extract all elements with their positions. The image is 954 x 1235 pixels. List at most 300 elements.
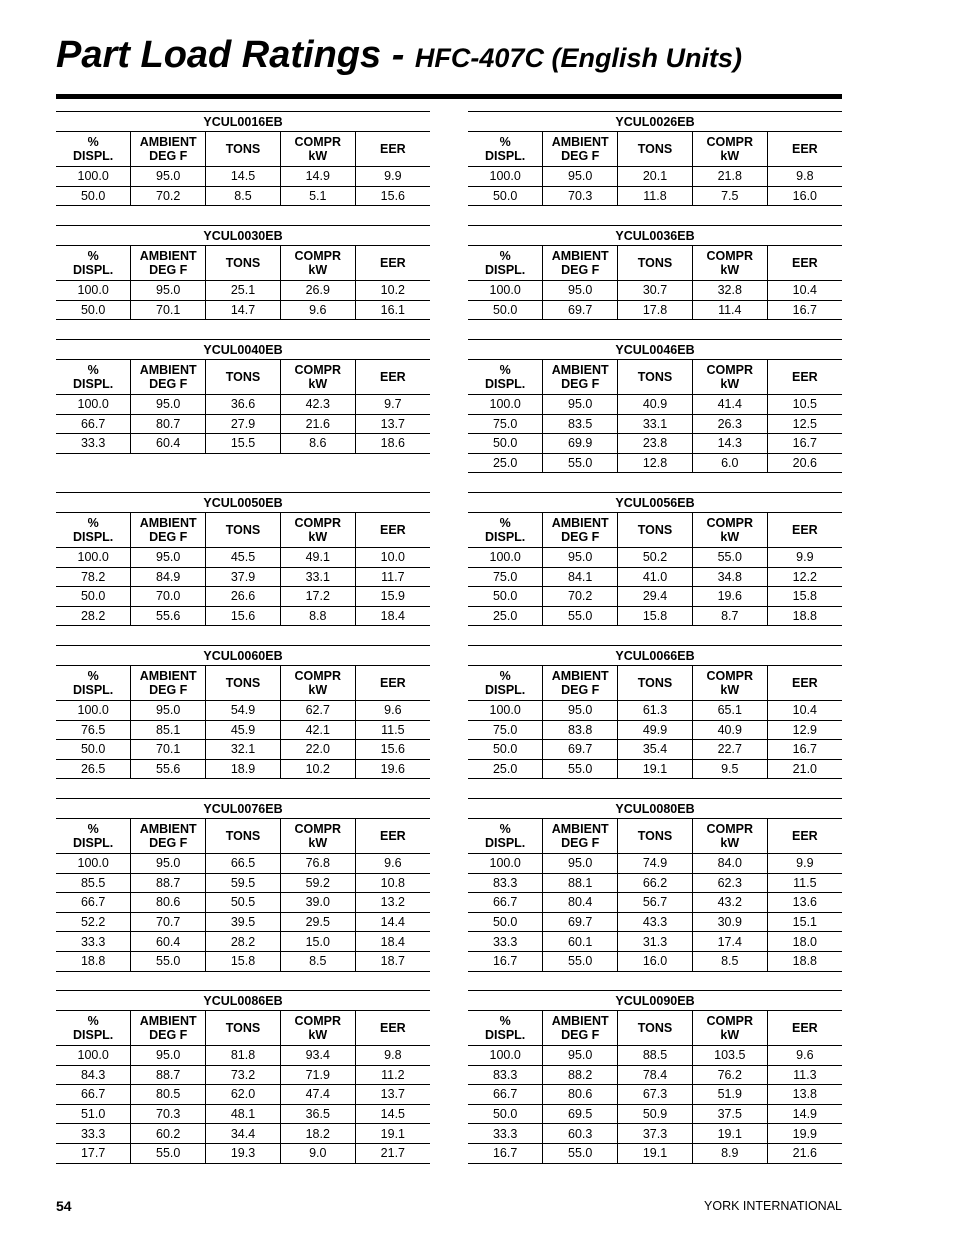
- col-ambient-header-line: AMBIENT: [551, 363, 609, 377]
- col-compr-header-line: COMPR: [706, 363, 754, 377]
- col-displ-header: [56, 360, 131, 395]
- tons-cell: 33.1: [618, 414, 693, 434]
- col-tons-header: [206, 819, 281, 854]
- col-compr-header-line: kW: [308, 683, 328, 697]
- ambient-cell: 95.0: [131, 167, 206, 187]
- col-tons-header: [618, 819, 693, 854]
- displ-cell: 28.2: [56, 606, 131, 626]
- col-ambient-header-line: AMBIENT: [551, 135, 609, 149]
- ambient-cell: 95.0: [543, 548, 618, 568]
- eer-cell: 14.5: [355, 1104, 430, 1124]
- table-row: [468, 759, 842, 779]
- eer-cell: 19.6: [355, 759, 430, 779]
- model-name: YCUL0036EB: [468, 226, 842, 246]
- col-displ-header-line: DISPL.: [485, 530, 526, 544]
- col-ambient-header-line: DEG F: [561, 1028, 600, 1042]
- eer-cell: 12.5: [767, 414, 842, 434]
- tons-cell: 28.2: [206, 932, 281, 952]
- col-displ-header-line: %: [87, 363, 99, 377]
- compr-kw-cell: 21.8: [692, 167, 767, 187]
- compr-kw-cell: 39.0: [280, 893, 355, 913]
- col-compr-header: [280, 360, 355, 395]
- col-displ-header: [56, 819, 131, 854]
- col-ambient-header: [131, 1011, 206, 1046]
- col-compr-header-line: kW: [720, 1028, 740, 1042]
- model-name: YCUL0060EB: [56, 646, 430, 666]
- displ-cell: 100.0: [468, 395, 543, 415]
- ambient-cell: 55.6: [131, 606, 206, 626]
- model-name: YCUL0086EB: [56, 991, 430, 1011]
- ambient-cell: 60.4: [131, 932, 206, 952]
- col-displ-header-line: %: [87, 516, 99, 530]
- eer-cell: 21.6: [767, 1143, 842, 1163]
- displ-cell: 83.3: [468, 1065, 543, 1085]
- tons-cell: 40.9: [618, 395, 693, 415]
- col-eer-header: [767, 132, 842, 167]
- rating-table-ycul0066eb: [468, 645, 842, 779]
- eer-cell: 15.9: [355, 587, 430, 607]
- col-compr-header-line: kW: [720, 683, 740, 697]
- tons-cell: 50.9: [618, 1104, 693, 1124]
- table-row: [468, 606, 842, 626]
- displ-cell: 50.0: [56, 300, 131, 320]
- rating-table-ycul0080eb: [468, 798, 842, 972]
- tons-cell: 36.6: [206, 395, 281, 415]
- col-compr-header: [692, 132, 767, 167]
- col-ambient-header-line: AMBIENT: [139, 249, 197, 263]
- ambient-cell: 88.1: [543, 873, 618, 893]
- eer-cell: 18.6: [355, 434, 430, 454]
- ambient-cell: 83.8: [543, 720, 618, 740]
- displ-cell: 100.0: [56, 395, 131, 415]
- col-ambient-header-line: DEG F: [149, 683, 188, 697]
- tons-cell: 54.9: [206, 701, 281, 721]
- ambient-cell: 95.0: [543, 701, 618, 721]
- title-rule: [56, 94, 842, 99]
- eer-cell: 16.7: [767, 740, 842, 760]
- ambient-cell: 70.3: [131, 1104, 206, 1124]
- col-compr-header: [692, 246, 767, 281]
- tons-cell: 15.8: [206, 951, 281, 971]
- eer-cell: 16.7: [767, 300, 842, 320]
- compr-kw-cell: 33.1: [280, 567, 355, 587]
- col-ambient-header-line: AMBIENT: [551, 1014, 609, 1028]
- col-tons-header-line: TONS: [225, 370, 261, 384]
- compr-kw-cell: 14.9: [280, 167, 355, 187]
- col-ambient-header: [543, 513, 618, 548]
- col-displ-header: [468, 132, 543, 167]
- displ-cell: 83.3: [468, 873, 543, 893]
- tons-cell: 39.5: [206, 912, 281, 932]
- displ-cell: 50.0: [468, 186, 543, 206]
- col-displ-header-line: DISPL.: [485, 1028, 526, 1042]
- col-eer-header: [767, 666, 842, 701]
- col-ambient-header-line: DEG F: [561, 149, 600, 163]
- table-row: [56, 395, 430, 415]
- rating-table-ycul0040eb: [56, 339, 430, 454]
- col-compr-header-line: COMPR: [706, 1014, 754, 1028]
- col-ambient-header-line: DEG F: [149, 377, 188, 391]
- rating-table-ycul0060eb: [56, 645, 430, 779]
- compr-kw-cell: 49.1: [280, 548, 355, 568]
- col-compr-header-line: kW: [308, 836, 328, 850]
- table-row: [56, 912, 430, 932]
- table-row: [56, 701, 430, 721]
- col-ambient-header-line: DEG F: [561, 836, 600, 850]
- eer-cell: 9.6: [767, 1046, 842, 1066]
- rating-table-ycul0086eb: [56, 990, 430, 1164]
- table-row: [56, 720, 430, 740]
- page-title-main: Part Load Ratings -: [56, 34, 415, 76]
- rating-table-ycul0036eb: [468, 225, 842, 320]
- table-row: [56, 932, 430, 952]
- col-eer-header: [767, 360, 842, 395]
- table-row: [56, 1046, 430, 1066]
- table-row: [56, 893, 430, 913]
- col-eer-header-line: EER: [791, 829, 818, 843]
- tons-cell: 37.3: [618, 1124, 693, 1144]
- col-eer-header: [355, 513, 430, 548]
- col-tons-header: [206, 513, 281, 548]
- tons-cell: 19.3: [206, 1143, 281, 1163]
- table-row: [468, 1085, 842, 1105]
- col-compr-header: [280, 1011, 355, 1046]
- eer-cell: 11.5: [767, 873, 842, 893]
- ambient-cell: 88.7: [131, 873, 206, 893]
- tons-cell: 66.5: [206, 854, 281, 874]
- displ-cell: 78.2: [56, 567, 131, 587]
- eer-cell: 18.4: [355, 606, 430, 626]
- col-tons-header: [618, 132, 693, 167]
- col-tons-header-line: TONS: [225, 142, 261, 156]
- col-ambient-header-line: AMBIENT: [139, 669, 197, 683]
- model-name: YCUL0016EB: [56, 112, 430, 132]
- table-row: [468, 587, 842, 607]
- col-ambient-header: [131, 360, 206, 395]
- tons-cell: 15.5: [206, 434, 281, 454]
- compr-kw-cell: 8.6: [280, 434, 355, 454]
- compr-kw-cell: 8.7: [692, 606, 767, 626]
- tons-cell: 66.2: [618, 873, 693, 893]
- tons-cell: 67.3: [618, 1085, 693, 1105]
- col-ambient-header: [131, 246, 206, 281]
- col-eer-header-line: EER: [379, 523, 406, 537]
- displ-cell: 100.0: [468, 701, 543, 721]
- col-eer-header: [767, 513, 842, 548]
- col-tons-header-line: TONS: [637, 1021, 673, 1035]
- displ-cell: 33.3: [56, 932, 131, 952]
- page-number: 54: [56, 1198, 72, 1214]
- col-eer-header: [355, 1011, 430, 1046]
- table-row: [56, 414, 430, 434]
- col-ambient-header-line: AMBIENT: [551, 669, 609, 683]
- ambient-cell: 70.2: [543, 587, 618, 607]
- model-name: YCUL0080EB: [468, 799, 842, 819]
- compr-kw-cell: 43.2: [692, 893, 767, 913]
- col-displ-header-line: DISPL.: [485, 263, 526, 277]
- ambient-cell: 60.3: [543, 1124, 618, 1144]
- col-eer-header-line: EER: [791, 1021, 818, 1035]
- tons-cell: 56.7: [618, 893, 693, 913]
- col-ambient-header: [543, 360, 618, 395]
- col-displ-header-line: DISPL.: [73, 1028, 114, 1042]
- col-compr-header-line: kW: [720, 836, 740, 850]
- tons-cell: 34.4: [206, 1124, 281, 1144]
- col-displ-header: [468, 666, 543, 701]
- displ-cell: 52.2: [56, 912, 131, 932]
- eer-cell: 13.6: [767, 893, 842, 913]
- col-compr-header: [280, 819, 355, 854]
- table-row: [56, 186, 430, 206]
- table-row: [468, 701, 842, 721]
- displ-cell: 100.0: [468, 1046, 543, 1066]
- compr-kw-cell: 47.4: [280, 1085, 355, 1105]
- rating-table-ycul0076eb: [56, 798, 430, 972]
- table-row: [56, 759, 430, 779]
- eer-cell: 15.6: [355, 740, 430, 760]
- displ-cell: 100.0: [468, 548, 543, 568]
- col-compr-header: [692, 819, 767, 854]
- compr-kw-cell: 8.5: [692, 951, 767, 971]
- col-eer-header: [767, 246, 842, 281]
- col-tons-header: [618, 513, 693, 548]
- compr-kw-cell: 37.5: [692, 1104, 767, 1124]
- col-eer-header-line: EER: [379, 676, 406, 690]
- tons-cell: 41.0: [618, 567, 693, 587]
- displ-cell: 33.3: [56, 1124, 131, 1144]
- col-displ-header: [56, 666, 131, 701]
- col-tons-header: [206, 360, 281, 395]
- col-ambient-header-line: AMBIENT: [139, 822, 197, 836]
- tons-cell: 19.1: [618, 1143, 693, 1163]
- tons-cell: 29.4: [618, 587, 693, 607]
- col-displ-header: [56, 513, 131, 548]
- eer-cell: 12.2: [767, 567, 842, 587]
- compr-kw-cell: 55.0: [692, 548, 767, 568]
- col-ambient-header-line: DEG F: [149, 263, 188, 277]
- tons-cell: 30.7: [618, 281, 693, 301]
- compr-kw-cell: 41.4: [692, 395, 767, 415]
- table-row: [468, 186, 842, 206]
- displ-cell: 25.0: [468, 759, 543, 779]
- col-ambient-header: [543, 246, 618, 281]
- compr-kw-cell: 9.0: [280, 1143, 355, 1163]
- displ-cell: 50.0: [468, 912, 543, 932]
- eer-cell: 18.8: [767, 606, 842, 626]
- compr-kw-cell: 9.5: [692, 759, 767, 779]
- compr-kw-cell: 17.4: [692, 932, 767, 952]
- col-ambient-header-line: AMBIENT: [139, 1014, 197, 1028]
- col-tons-header-line: TONS: [225, 523, 261, 537]
- compr-kw-cell: 71.9: [280, 1065, 355, 1085]
- eer-cell: 9.8: [355, 1046, 430, 1066]
- tons-cell: 45.9: [206, 720, 281, 740]
- eer-cell: 9.6: [355, 701, 430, 721]
- eer-cell: 18.0: [767, 932, 842, 952]
- displ-cell: 50.0: [468, 300, 543, 320]
- compr-kw-cell: 22.0: [280, 740, 355, 760]
- ambient-cell: 95.0: [131, 854, 206, 874]
- tons-cell: 74.9: [618, 854, 693, 874]
- col-ambient-header-line: DEG F: [561, 263, 600, 277]
- col-eer-header: [767, 819, 842, 854]
- eer-cell: 11.2: [355, 1065, 430, 1085]
- ambient-cell: 95.0: [543, 1046, 618, 1066]
- company-name: YORK INTERNATIONAL: [704, 1199, 842, 1213]
- ambient-cell: 69.7: [543, 300, 618, 320]
- compr-kw-cell: 18.2: [280, 1124, 355, 1144]
- col-displ-header-line: DISPL.: [73, 683, 114, 697]
- displ-cell: 75.0: [468, 720, 543, 740]
- table-row: [56, 740, 430, 760]
- tons-cell: 73.2: [206, 1065, 281, 1085]
- col-displ-header: [468, 1011, 543, 1046]
- compr-kw-cell: 62.3: [692, 873, 767, 893]
- eer-cell: 15.1: [767, 912, 842, 932]
- eer-cell: 18.7: [355, 951, 430, 971]
- displ-cell: 51.0: [56, 1104, 131, 1124]
- ambient-cell: 84.1: [543, 567, 618, 587]
- col-displ-header: [56, 132, 131, 167]
- displ-cell: 100.0: [468, 167, 543, 187]
- displ-cell: 100.0: [56, 548, 131, 568]
- col-tons-header: [618, 360, 693, 395]
- model-name: YCUL0046EB: [468, 340, 842, 360]
- model-name: YCUL0040EB: [56, 340, 430, 360]
- displ-cell: 66.7: [56, 1085, 131, 1105]
- rating-table-ycul0026eb: [468, 111, 842, 206]
- col-tons-header: [618, 1011, 693, 1046]
- eer-cell: 13.8: [767, 1085, 842, 1105]
- displ-cell: 85.5: [56, 873, 131, 893]
- ambient-cell: 95.0: [131, 548, 206, 568]
- col-ambient-header: [543, 819, 618, 854]
- table-row: [468, 740, 842, 760]
- col-compr-header-line: kW: [308, 1028, 328, 1042]
- displ-cell: 18.8: [56, 951, 131, 971]
- compr-kw-cell: 11.4: [692, 300, 767, 320]
- tons-cell: 35.4: [618, 740, 693, 760]
- col-tons-header-line: TONS: [637, 676, 673, 690]
- col-tons-header-line: TONS: [225, 256, 261, 270]
- col-compr-header-line: COMPR: [706, 516, 754, 530]
- col-compr-header: [280, 132, 355, 167]
- col-tons-header: [618, 666, 693, 701]
- compr-kw-cell: 8.9: [692, 1143, 767, 1163]
- ambient-cell: 60.1: [543, 932, 618, 952]
- tons-cell: 11.8: [618, 186, 693, 206]
- displ-cell: 75.0: [468, 567, 543, 587]
- table-row: [468, 893, 842, 913]
- col-ambient-header-line: DEG F: [149, 149, 188, 163]
- displ-cell: 50.0: [468, 1104, 543, 1124]
- col-compr-header-line: COMPR: [706, 669, 754, 683]
- col-ambient-header-line: DEG F: [149, 836, 188, 850]
- col-tons-header-line: TONS: [637, 256, 673, 270]
- col-ambient-header-line: AMBIENT: [551, 249, 609, 263]
- compr-kw-cell: 26.9: [280, 281, 355, 301]
- table-row: [56, 1124, 430, 1144]
- col-compr-header-line: kW: [308, 377, 328, 391]
- col-ambient-header: [543, 1011, 618, 1046]
- col-ambient-header-line: DEG F: [561, 530, 600, 544]
- displ-cell: 50.0: [468, 587, 543, 607]
- tons-cell: 48.1: [206, 1104, 281, 1124]
- eer-cell: 9.7: [355, 395, 430, 415]
- table-row: [56, 548, 430, 568]
- col-compr-header: [280, 666, 355, 701]
- col-displ-header-line: %: [499, 516, 511, 530]
- table-row: [468, 453, 842, 473]
- eer-cell: 10.5: [767, 395, 842, 415]
- ambient-cell: 80.4: [543, 893, 618, 913]
- col-compr-header-line: COMPR: [294, 516, 342, 530]
- col-ambient-header: [131, 666, 206, 701]
- ambient-cell: 55.0: [543, 453, 618, 473]
- compr-kw-cell: 19.6: [692, 587, 767, 607]
- displ-cell: 100.0: [468, 281, 543, 301]
- eer-cell: 15.8: [767, 587, 842, 607]
- eer-cell: 16.7: [767, 434, 842, 454]
- ambient-cell: 70.7: [131, 912, 206, 932]
- ambient-cell: 55.0: [131, 951, 206, 971]
- col-ambient-header-line: AMBIENT: [139, 516, 197, 530]
- ambient-cell: 69.7: [543, 740, 618, 760]
- eer-cell: 14.9: [767, 1104, 842, 1124]
- col-compr-header-line: COMPR: [294, 135, 342, 149]
- col-ambient-header-line: AMBIENT: [139, 135, 197, 149]
- tons-cell: 14.7: [206, 300, 281, 320]
- tons-cell: 26.6: [206, 587, 281, 607]
- table-row: [468, 300, 842, 320]
- col-compr-header-line: kW: [720, 263, 740, 277]
- col-displ-header-line: %: [87, 249, 99, 263]
- table-row: [468, 167, 842, 187]
- table-row: [56, 281, 430, 301]
- col-ambient-header: [131, 513, 206, 548]
- model-name: YCUL0056EB: [468, 493, 842, 513]
- ambient-cell: 55.0: [543, 606, 618, 626]
- col-displ-header-line: DISPL.: [73, 530, 114, 544]
- compr-kw-cell: 22.7: [692, 740, 767, 760]
- col-displ-header-line: %: [499, 135, 511, 149]
- col-compr-header-line: COMPR: [706, 249, 754, 263]
- eer-cell: 13.7: [355, 414, 430, 434]
- col-displ-header: [56, 246, 131, 281]
- col-displ-header-line: %: [87, 822, 99, 836]
- table-row: [56, 300, 430, 320]
- table-row: [468, 414, 842, 434]
- eer-cell: 10.2: [355, 281, 430, 301]
- tons-cell: 49.9: [618, 720, 693, 740]
- table-row: [468, 1065, 842, 1085]
- table-row: [468, 548, 842, 568]
- ambient-cell: 69.9: [543, 434, 618, 454]
- table-row: [468, 720, 842, 740]
- col-ambient-header-line: AMBIENT: [551, 516, 609, 530]
- col-eer-header: [355, 246, 430, 281]
- compr-kw-cell: 93.4: [280, 1046, 355, 1066]
- tons-cell: 20.1: [618, 167, 693, 187]
- col-compr-header: [280, 246, 355, 281]
- compr-kw-cell: 84.0: [692, 854, 767, 874]
- model-name: YCUL0066EB: [468, 646, 842, 666]
- col-eer-header-line: EER: [379, 142, 406, 156]
- ambient-cell: 80.7: [131, 414, 206, 434]
- col-displ-header-line: DISPL.: [73, 149, 114, 163]
- eer-cell: 21.7: [355, 1143, 430, 1163]
- tons-cell: 15.6: [206, 606, 281, 626]
